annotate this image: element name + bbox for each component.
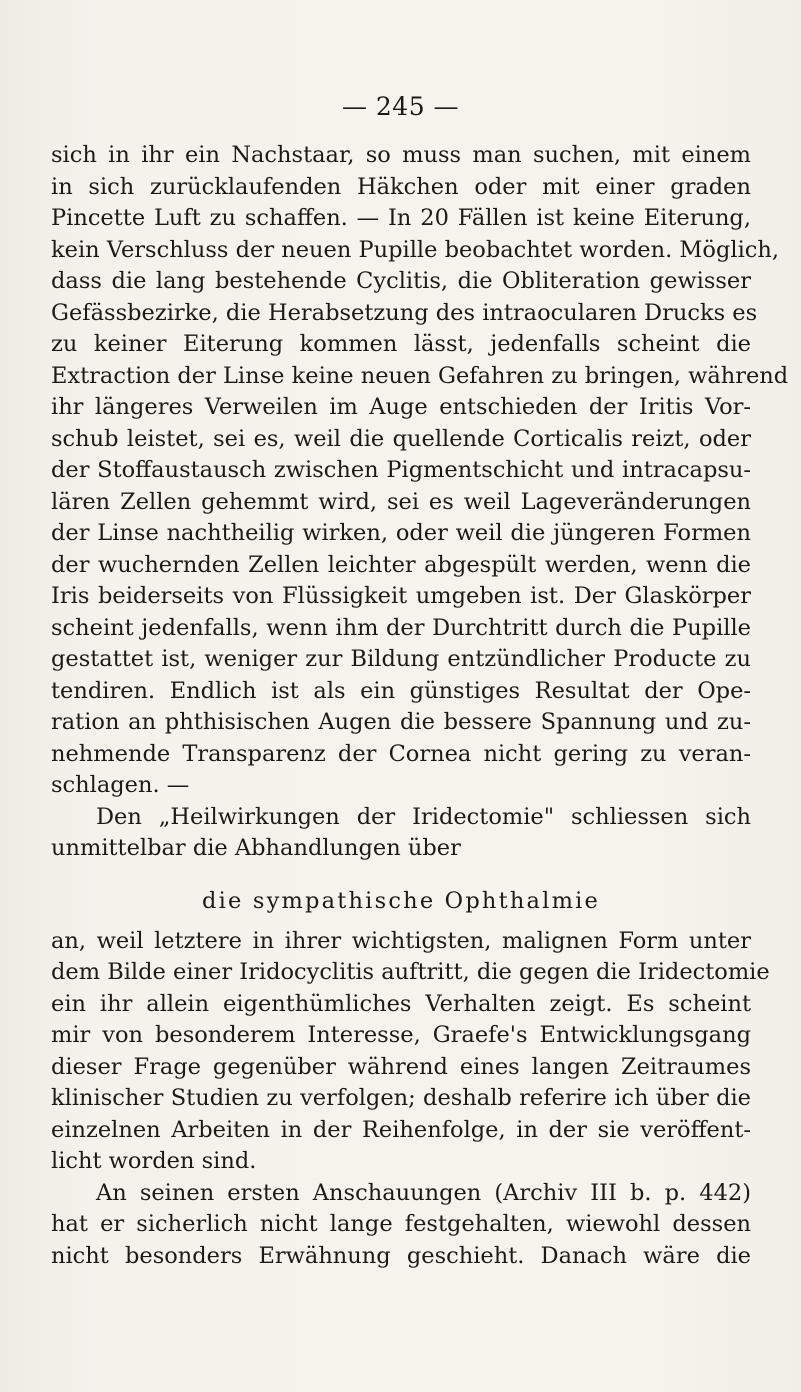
text-line: der Linse nachtheilig wirken, oder weil die jüngeren Formen	[51, 520, 751, 546]
text-line: dieser Frage gegenüber während eines langen Zeitraumes	[51, 1053, 751, 1080]
text-line: der Stoffaustausch zwischen Pigmentschicht und intracapsu-	[51, 457, 751, 483]
text-line: Den „Heilwirkungen der Iridectomie" schliessen sich	[96, 803, 751, 830]
text-line: Gefässbezirke, die Herabsetzung des intraocularen Drucks es	[51, 299, 758, 326]
text-line: nicht besonders Erwähnung geschieht. Danach wäre die	[51, 1242, 751, 1269]
text-line: schlagen. —	[51, 772, 190, 798]
text-line: hat er sicherlich nicht lange festgehalten, wiewohl dessen	[51, 1211, 751, 1237]
text-line: ein ihr allein eigenthümliches Verhalten zeigt. Es scheint	[51, 990, 751, 1017]
text-line: licht worden sind.	[51, 1148, 257, 1174]
text-line: an, weil letztere in ihrer wichtigsten, malignen Form unter	[51, 927, 751, 954]
text-line: unmittelbar die Abhandlungen über	[51, 835, 461, 861]
text-line: einzelnen Arbeiten in der Reihenfolge, in der sie veröffent-	[51, 1116, 751, 1143]
text-line: tendiren. Endlich ist als ein günstiges Resultat der Ope-	[51, 677, 751, 704]
text-line: der wuchernden Zellen leichter abgespült werden, wenn die	[51, 551, 751, 578]
text-line: schub leistet, sei es, weil die quellende Corticalis reizt, oder	[51, 425, 751, 452]
text-line: kein Verschluss der neuen Pupille beobachtet worden. Möglich,	[51, 236, 780, 263]
text-line: ration an phthisischen Augen die bessere Spannung und zu-	[51, 709, 751, 735]
text-line: ihr längeres Verweilen im Auge entschieden der Iritis Vor-	[51, 394, 751, 420]
text-line: lären Zellen gehemmt wird, sei es weil Lageveränderungen	[51, 488, 751, 515]
section-heading: die sympathische Ophthalmie	[201, 887, 601, 914]
text-line: dass die lang bestehende Cyclitis, die Obliteration gewisser	[51, 268, 751, 294]
text-line: zu keiner Eiterung kommen lässt, jedenfalls scheint die	[51, 331, 751, 357]
text-line: klinischer Studien zu verfolgen; deshalb referire ich über die	[51, 1085, 751, 1111]
text-line: An seinen ersten Anschauungen (Archiv III b. p. 442)	[96, 1179, 751, 1206]
text-line: Iris beiderseits von Flüssigkeit umgeben ist. Der Glaskörper	[51, 583, 751, 609]
text-line: Pincette Luft zu schaffen. — In 20 Fällen ist keine Eiterung,	[51, 205, 751, 231]
page-number: — 245 —	[341, 92, 460, 121]
text-line: mir von besonderem Interesse, Graefe's Entwicklungsgang	[51, 1022, 751, 1048]
text-line: scheint jedenfalls, wenn ihm der Durchtritt durch die Pupille	[51, 614, 751, 641]
text-line: dem Bilde einer Iridocyclitis auftritt, die gegen die Iridectomie	[51, 959, 770, 985]
text-line: sich in ihr ein Nachstaar, so muss man suchen, mit einem	[51, 142, 751, 168]
text-line: nehmende Transparenz der Cornea nicht gering zu veran-	[51, 740, 751, 767]
text-line: in sich zurücklaufenden Häkchen oder mit einer graden	[51, 173, 751, 200]
text-line: gestattet ist, weniger zur Bildung entzündlicher Producte zu	[51, 646, 751, 672]
text-line: Extraction der Linse keine neuen Gefahren zu bringen, während	[51, 362, 789, 389]
body-text	[51, 140, 789, 1272]
